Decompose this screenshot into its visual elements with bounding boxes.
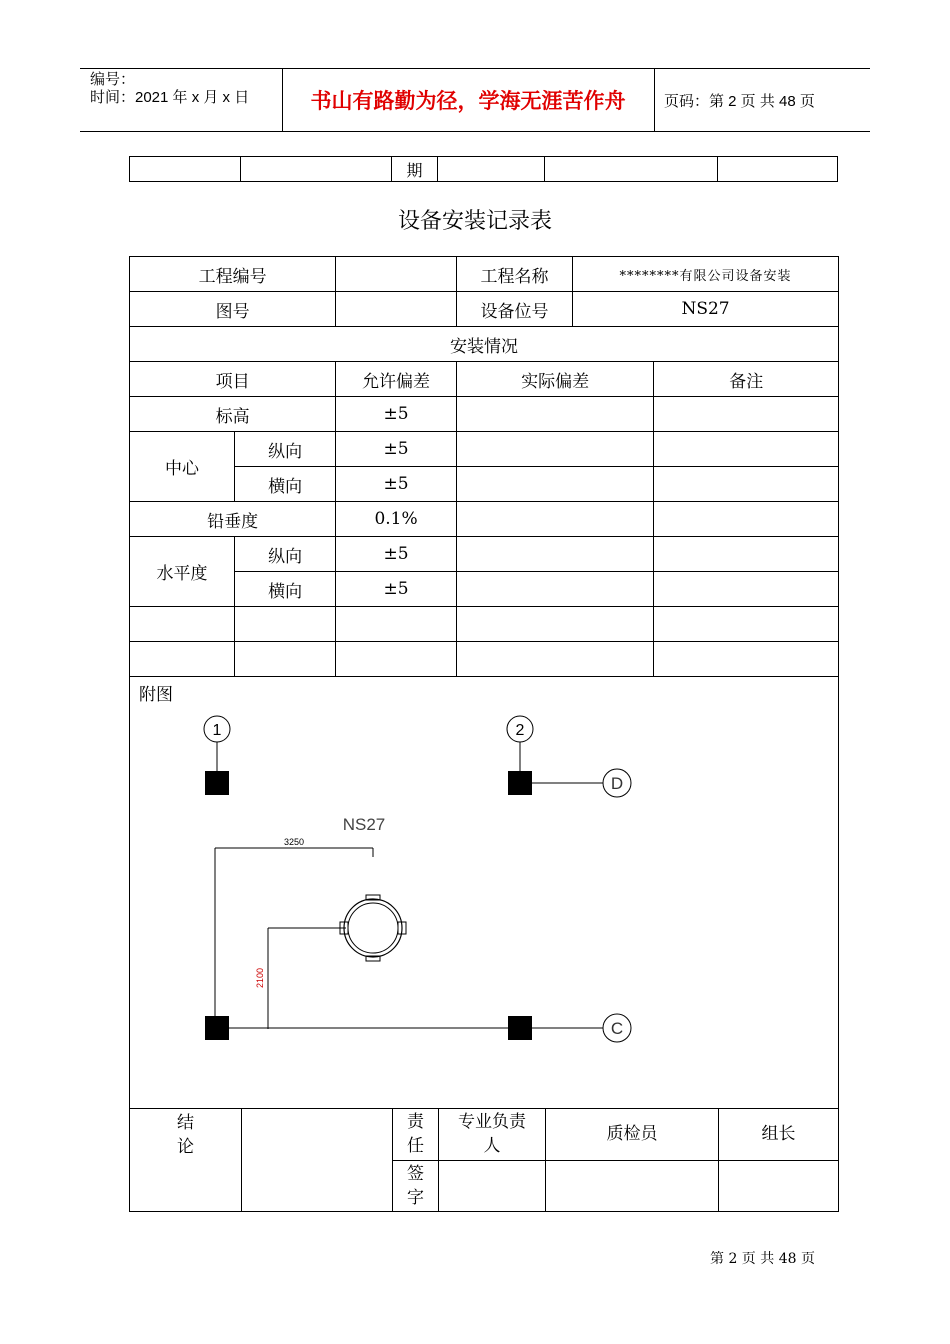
signature-label-line: 字: [407, 1187, 424, 1208]
equipment-tag: NS27: [342, 815, 386, 834]
strip-cell: [438, 157, 545, 182]
empty-cell[interactable]: [234, 642, 335, 677]
attached-drawing: [129, 676, 839, 1109]
row-sublabel-longitudinal: 纵向: [234, 432, 335, 467]
row-label-verticality: 铅垂度: [130, 502, 336, 537]
inspector-signature[interactable]: [546, 1160, 719, 1212]
table-row: [130, 607, 839, 642]
project-lead-label: [439, 1109, 546, 1161]
table-row: [130, 642, 839, 677]
conclusion-label-line: 论: [177, 1137, 194, 1157]
drawing-no-value[interactable]: [336, 292, 457, 327]
empty-cell[interactable]: [130, 607, 235, 642]
axis-bubble-c: [603, 1014, 631, 1042]
inspector-label: 质检员: [546, 1109, 719, 1161]
empty-cell[interactable]: [234, 607, 335, 642]
empty-cell[interactable]: [456, 607, 654, 642]
actual-deviation-cell[interactable]: [456, 397, 654, 432]
conclusion-label: [130, 1109, 242, 1212]
header-divider: [654, 69, 655, 131]
strip-cell: [718, 157, 838, 182]
top-strip-table: [129, 156, 838, 182]
installation-record-table: [129, 256, 839, 677]
remarks-cell[interactable]: [654, 397, 839, 432]
section-title: 安装情况: [130, 327, 839, 362]
row-sublabel-transverse: 横向: [234, 467, 335, 502]
remarks-cell[interactable]: [654, 537, 839, 572]
empty-cell[interactable]: [654, 607, 839, 642]
column-header-tolerance: 允许偏差: [336, 362, 457, 397]
row-label-elevation: 标高: [130, 397, 336, 432]
responsibility-label-line: 任: [407, 1136, 424, 1157]
signature-label: [393, 1160, 439, 1212]
horizontal-dimension: [215, 837, 373, 1016]
actual-deviation-cell[interactable]: [456, 537, 654, 572]
equipment-vessel: [340, 895, 406, 961]
table-row: [130, 397, 839, 432]
remarks-cell[interactable]: [654, 467, 839, 502]
project-lead-label-line: 人: [483, 1136, 501, 1157]
project-lead-signature[interactable]: [439, 1160, 546, 1212]
team-leader-label: 组长: [719, 1109, 839, 1161]
actual-deviation-cell[interactable]: [456, 467, 654, 502]
project-name-value[interactable]: ********有限公司设备安装: [573, 257, 839, 292]
team-leader-signature[interactable]: [719, 1160, 839, 1212]
column-marker: [508, 771, 532, 795]
strip-period-label: 期: [392, 157, 438, 182]
empty-cell[interactable]: [336, 607, 457, 642]
code-label: 编号：: [90, 71, 136, 88]
row-sublabel-transverse: 横向: [234, 572, 335, 607]
tolerance-cell: ±5: [336, 537, 457, 572]
equipment-pos-label: 设备位号: [456, 292, 572, 327]
axis-bubble-2: [507, 716, 533, 771]
project-no-value[interactable]: [336, 257, 457, 292]
page-title: 设备安装记录表: [397, 209, 552, 234]
signoff-table: [129, 1108, 839, 1212]
responsibility-label-line: 责: [407, 1112, 424, 1133]
empty-cell[interactable]: [130, 642, 235, 677]
empty-cell[interactable]: [456, 642, 654, 677]
header-page-info: 页码：第 2 页 共 48 页: [664, 93, 815, 110]
tolerance-cell: ±5: [336, 467, 457, 502]
actual-deviation-cell[interactable]: [456, 432, 654, 467]
remarks-cell[interactable]: [654, 572, 839, 607]
axis-d-text: D: [610, 774, 624, 793]
axis-bubble-d: [603, 769, 631, 797]
project-no-label: 工程编号: [130, 257, 336, 292]
table-row: [130, 432, 839, 467]
responsibility-label: [393, 1109, 439, 1161]
equipment-pos-value[interactable]: NS27: [573, 292, 839, 327]
page-header: [80, 68, 870, 132]
vertical-dimension: [255, 928, 346, 1029]
header-motto: 书山有路勤为径，学海无涯苦作舟: [310, 89, 626, 113]
tolerance-cell: ±5: [336, 432, 457, 467]
row-label-levelness: 水平度: [130, 537, 235, 607]
column-marker: [508, 1016, 532, 1040]
strip-cell: [130, 157, 241, 182]
column-marker: [205, 771, 229, 795]
table-row: [130, 502, 839, 537]
dim-vertical-text: 2100: [255, 967, 265, 989]
actual-deviation-cell[interactable]: [456, 572, 654, 607]
drawing-label: 附图: [139, 685, 173, 705]
axis-2-text: 2: [515, 722, 525, 739]
signature-label-line: 签: [407, 1163, 424, 1184]
axis-1-text: 1: [212, 722, 222, 739]
layout-drawing: [130, 676, 838, 1108]
project-lead-label-line: 专业负责: [458, 1112, 526, 1133]
dim-horizontal-text: 3250: [283, 837, 305, 847]
page-footer: 第 2 页 共 48 页: [710, 1251, 815, 1267]
column-header-actual: 实际偏差: [456, 362, 654, 397]
table-row: [130, 572, 839, 607]
column-header-item: 项目: [130, 362, 336, 397]
conclusion-label-line: 结: [177, 1113, 194, 1133]
column-header-remarks: 备注: [654, 362, 839, 397]
tolerance-cell: ±5: [336, 397, 457, 432]
strip-cell: [241, 157, 392, 182]
axis-bubble-1: [204, 716, 230, 771]
row-sublabel-longitudinal: 纵向: [234, 537, 335, 572]
conclusion-value[interactable]: [242, 1109, 393, 1212]
table-row: [130, 467, 839, 502]
table-row: [130, 537, 839, 572]
time-label: 时间：2021 年 x 月 x 日: [90, 89, 250, 106]
drawing-no-label: 图号: [130, 292, 336, 327]
axis-c-text: C: [610, 1019, 624, 1038]
actual-deviation-cell[interactable]: [456, 502, 654, 537]
tolerance-cell: 0.1%: [336, 502, 457, 537]
remarks-cell[interactable]: [654, 432, 839, 467]
project-name-label: 工程名称: [456, 257, 572, 292]
empty-cell[interactable]: [336, 642, 457, 677]
empty-cell[interactable]: [654, 642, 839, 677]
remarks-cell[interactable]: [654, 502, 839, 537]
column-marker: [205, 1016, 229, 1040]
tolerance-cell: ±5: [336, 572, 457, 607]
row-label-center: 中心: [130, 432, 235, 502]
strip-cell: [545, 157, 718, 182]
